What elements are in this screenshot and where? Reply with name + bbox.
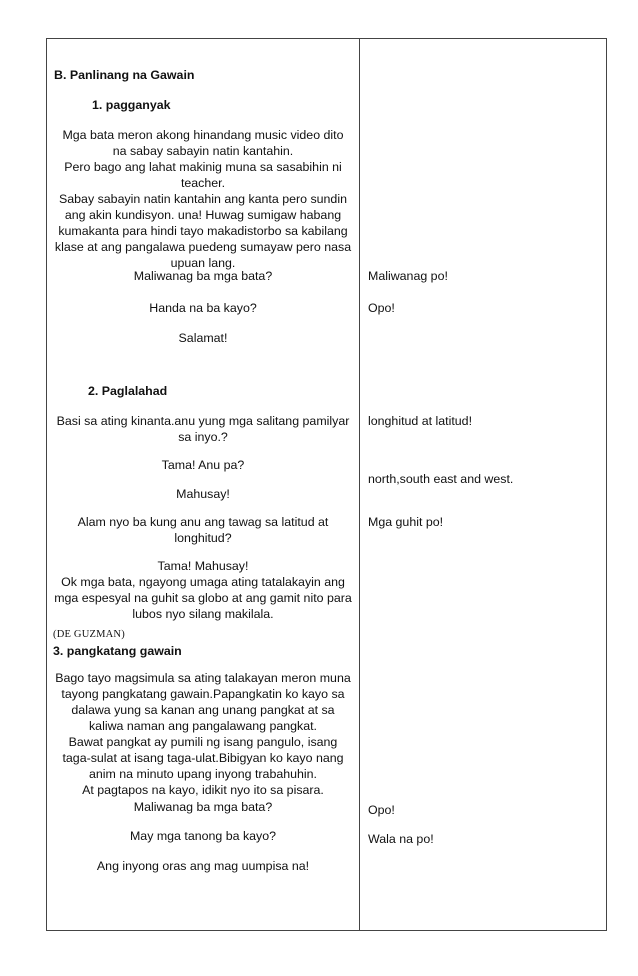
text-line: ang akin kundisyon. una! Huwag sumigaw habang (64, 208, 342, 222)
teacher-question: Maliwanag ba mga bata? (133, 269, 273, 283)
text-line: lubos nyo silang makilala. (132, 607, 274, 621)
text-line: Alam nyo ba kung anu ang tawag sa latitud at (77, 515, 329, 529)
text-line: Bago tayo magsimula sa ating talakayan meron muna (55, 671, 351, 685)
student-answer: Opo! (368, 803, 395, 817)
text-line: dalawa yung sa kanan ang unang pangkat at sa (71, 703, 335, 717)
paglalahad-question (47, 413, 359, 445)
text-line: longhitud? (174, 531, 232, 545)
text-line: Mga bata meron akong hinandang music video dito (62, 128, 344, 142)
text-line: taga-sulat at isang taga-ulat.Bibigyan ko kayo nang (62, 751, 344, 765)
text-line: anim na minuto upang inyong trabahuhin. (88, 767, 317, 781)
section-title: B. Panlinang na Gawain (54, 68, 195, 82)
paglalahad-question (47, 514, 359, 546)
column-divider (359, 39, 360, 930)
text-line: klase at ang pangalawa puedeng sumayaw pero nasa (54, 240, 352, 254)
teacher-question: Handa na ba kayo? (149, 301, 257, 315)
text-line: Sabay sabayin natin kantahin ang kanta pero sundin (59, 192, 347, 206)
teacher-remark: Tama! Mahusay! (157, 559, 249, 573)
student-answer: Mga guhit po! (368, 515, 444, 529)
teacher-remark: Salamat! (178, 331, 228, 345)
teacher-remark: Mahusay! (176, 487, 230, 501)
teacher-question: Maliwanag ba mga bata? (133, 800, 273, 814)
pangkatang-gawain-paragraph (47, 670, 359, 798)
text-line: kumakanta para hindi tayo makadistorbo sa kabilang (58, 224, 348, 238)
student-answer: Maliwanag po! (368, 269, 448, 283)
paglalahad-paragraph (47, 574, 359, 622)
text-line: sa inyo.? (178, 430, 228, 444)
text-line: tayong pangkatang gawain.Papangkatin ko kayo sa (61, 687, 345, 701)
student-answer: Opo! (368, 301, 395, 315)
text-line: Bawat pangkat ay pumili ng isang pangulo, isang (68, 735, 338, 749)
pagganyak-paragraph (47, 127, 359, 271)
teacher-question: May mga tanong ba kayo? (129, 829, 277, 843)
text-line: mga espesyal na guhit sa globo at ang gamit nito para (54, 591, 352, 605)
lesson-table (46, 38, 607, 931)
text-line: Basi sa ating kinanta.anu yung mga salitang pamilyar (56, 414, 350, 428)
author-label: (DE GUZMAN) (53, 629, 125, 640)
text-line: na sabay sabayin natin kantahin. (112, 144, 294, 158)
subheading-pagganyak: 1. pagganyak (92, 98, 171, 112)
text-line: At pagtapos na kayo, idikit nyo ito sa pisara. (82, 783, 324, 797)
text-line: Pero bago ang lahat makinig muna sa sasabihin ni (64, 160, 342, 174)
teacher-remark: Tama! Anu pa? (161, 458, 245, 472)
text-line: upuan lang. (170, 256, 236, 270)
student-answer: north,south east and west. (368, 472, 514, 486)
subheading-pangkatang-gawain: 3. pangkatang gawain (53, 644, 182, 658)
subheading-paglalahad: 2. Paglalahad (88, 384, 168, 398)
student-answer: longhitud at latitud! (368, 414, 473, 428)
teacher-remark: Ang inyong oras ang mag uumpisa na! (96, 859, 310, 873)
text-line: teacher. (180, 176, 226, 190)
text-line: Ok mga bata, ngayong umaga ating tatalakayin ang (61, 575, 345, 589)
text-line: kaliwa naman ang pangalawang pangkat. (88, 719, 318, 733)
student-answer: Wala na po! (368, 832, 434, 846)
